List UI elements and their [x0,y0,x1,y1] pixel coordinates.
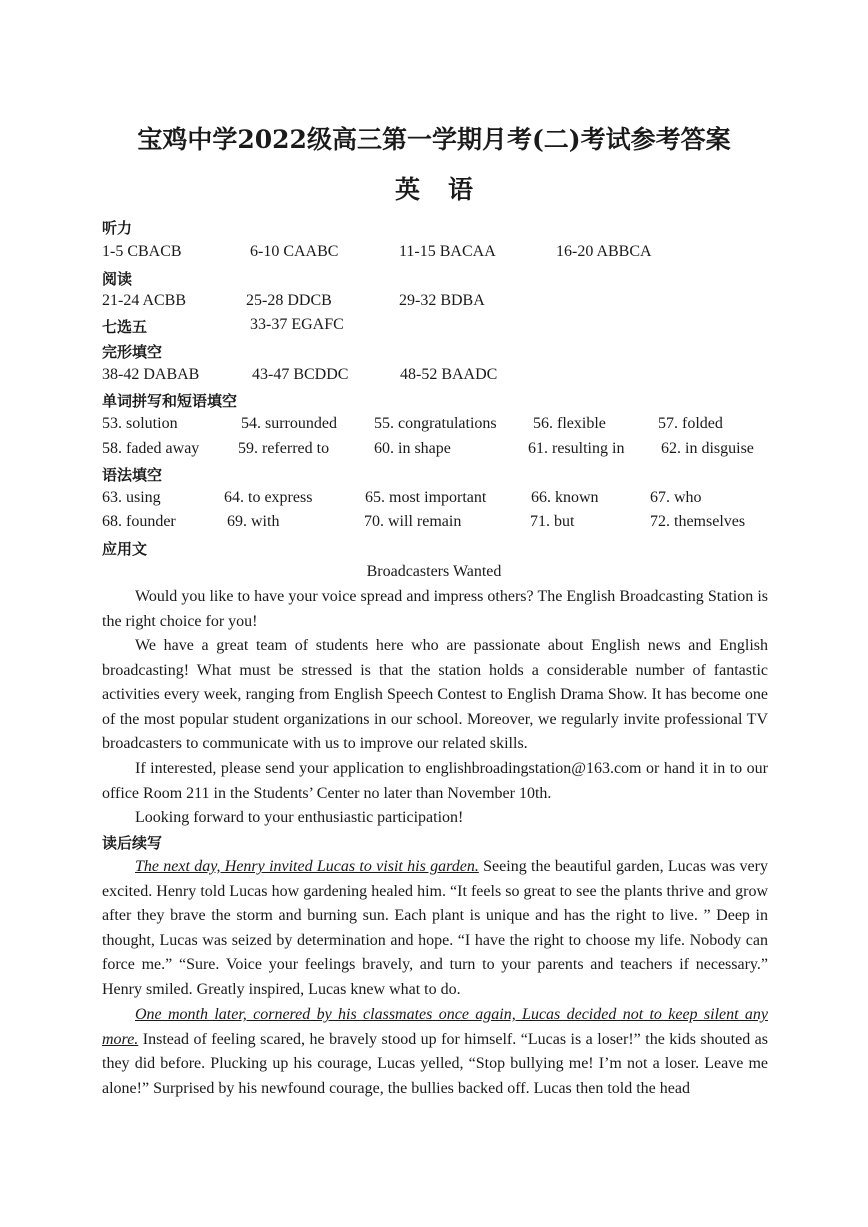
answer-item: 1-5 CBACB [102,243,182,260]
answer-item: 48-52 BAADC [400,366,498,383]
answer-item: 56. flexible [533,415,606,432]
writing-paragraph-3: If interested, please send your application to englishbroadingstation@163.com or hand it in to our office Room 211 in the Students’ Center no later than November 10th. [102,760,768,802]
answer-item: 54. surrounded [241,415,337,432]
answer-item: 65. most important [365,489,487,506]
answer-item: 72. themselves [650,513,746,530]
continuation-body-2: Instead of feeling scared, he bravely stood up for himself. “Lucas is a loser!” the kids shouted as they did before. Plucking up his courage, Lucas yelled, “Stop bullying me! I’m not a loser. Leave me alone!” Surprised by his newfound courage, the bullies backed off. Lucas then told the head [102,1030,768,1097]
answer-item: 71. but [530,513,575,530]
answer-item: 38-42 DABAB [102,366,200,383]
writing-paragraph-1: Would you like to have your voice spread and impress others? The English Broadcasting Station is the right choice for you! [102,588,768,630]
answer-item: 60. in shape [374,440,451,457]
continuation-heading: 读后续写 [102,834,163,852]
writing-paragraph-4: Looking forward to your enthusiastic participation! [135,809,464,826]
answer-item: 64. to express [224,489,313,506]
cloze-heading: 完形填空 [102,343,163,361]
answer-item: 16-20 ABBCA [556,243,652,260]
reading-heading: 阅读 [102,270,133,288]
answer-item: 62. in disguise [661,440,754,457]
answer-item: 69. with [227,513,280,530]
answer-item: 59. referred to [238,440,330,457]
answer-item: 53. solution [102,415,178,432]
answer-item: 68. founder [102,513,176,530]
continuation-lead-sentence-1: The next day, Henry invited Lucas to visit his garden. [135,858,479,875]
listening-heading: 听力 [102,219,133,237]
grammar-heading: 语法填空 [102,466,163,484]
answer-item: 70. will remain [364,513,462,530]
subject-char-1: 英 [394,175,420,204]
answer-item: 11-15 BACAA [399,243,496,260]
continuation-body-1: Seeing the beautiful garden, Lucas was very excited. Henry told Lucas how gardening healed him. “It feels so great to see the plants thrive and grow after they brave the storm and burning sun. Each plant is unique and has the right to live. ” Deep in thought, Lucas was seized by determination and hope. “I have the right to choose my life. Nobody can force me.” “Sure. Voice your feelings bravely, and turn to your parents and teachers if necessary.” Henry smiled. Greatly inspired, Lucas knew what to do. [102,858,768,998]
writing-paragraph-2: We have a great team of students here who are passionate about English news and English broadcasting! What must be stressed is that the station holds a considerable number of fantastic activities every week, ranging from English Speech Contest to English Drama Show. It has become one of the most popular student organizations in our school. Moreover, we regularly invite professional TV broadcasters to communicate with us to improve our related skills. [102,637,768,753]
continuation-paragraph-1 [102,855,768,1003]
continuation-paragraph-2 [102,1003,768,1101]
page-title: 宝鸡中学2022级高三第一学期月考(二)考试参考答案 [137,125,731,154]
subject-title [0,170,868,206]
answer-item: 29-32 BDBA [399,292,485,309]
answer-item: 25-28 DDCB [246,292,332,309]
answer-item: 21-24 ACBB [102,292,187,309]
answer-item: 57. folded [658,415,723,432]
spelling-heading: 单词拼写和短语填空 [102,392,238,410]
answer-item: 43-47 BCDDC [252,366,349,383]
writing-heading: 应用文 [102,540,148,558]
answer-item: 66. known [531,489,599,506]
subject-char-2: 语 [448,175,474,204]
continuation-lead-sentence-2: One month later, cornered by his classmates once again, Lucas decided not to keep silent any more. [102,1006,768,1048]
seven-five-heading: 七选五 [102,318,148,336]
answer-item: 33-37 EGAFC [250,316,344,333]
answer-item: 55. congratulations [374,415,497,432]
answer-item: 67. who [650,489,702,506]
answer-item: 6-10 CAABC [250,243,339,260]
answer-item: 58. faded away [102,440,200,457]
answer-item: 63. using [102,489,161,506]
writing-title: Broadcasters Wanted [366,563,502,580]
answer-item: 61. resulting in [528,440,625,457]
